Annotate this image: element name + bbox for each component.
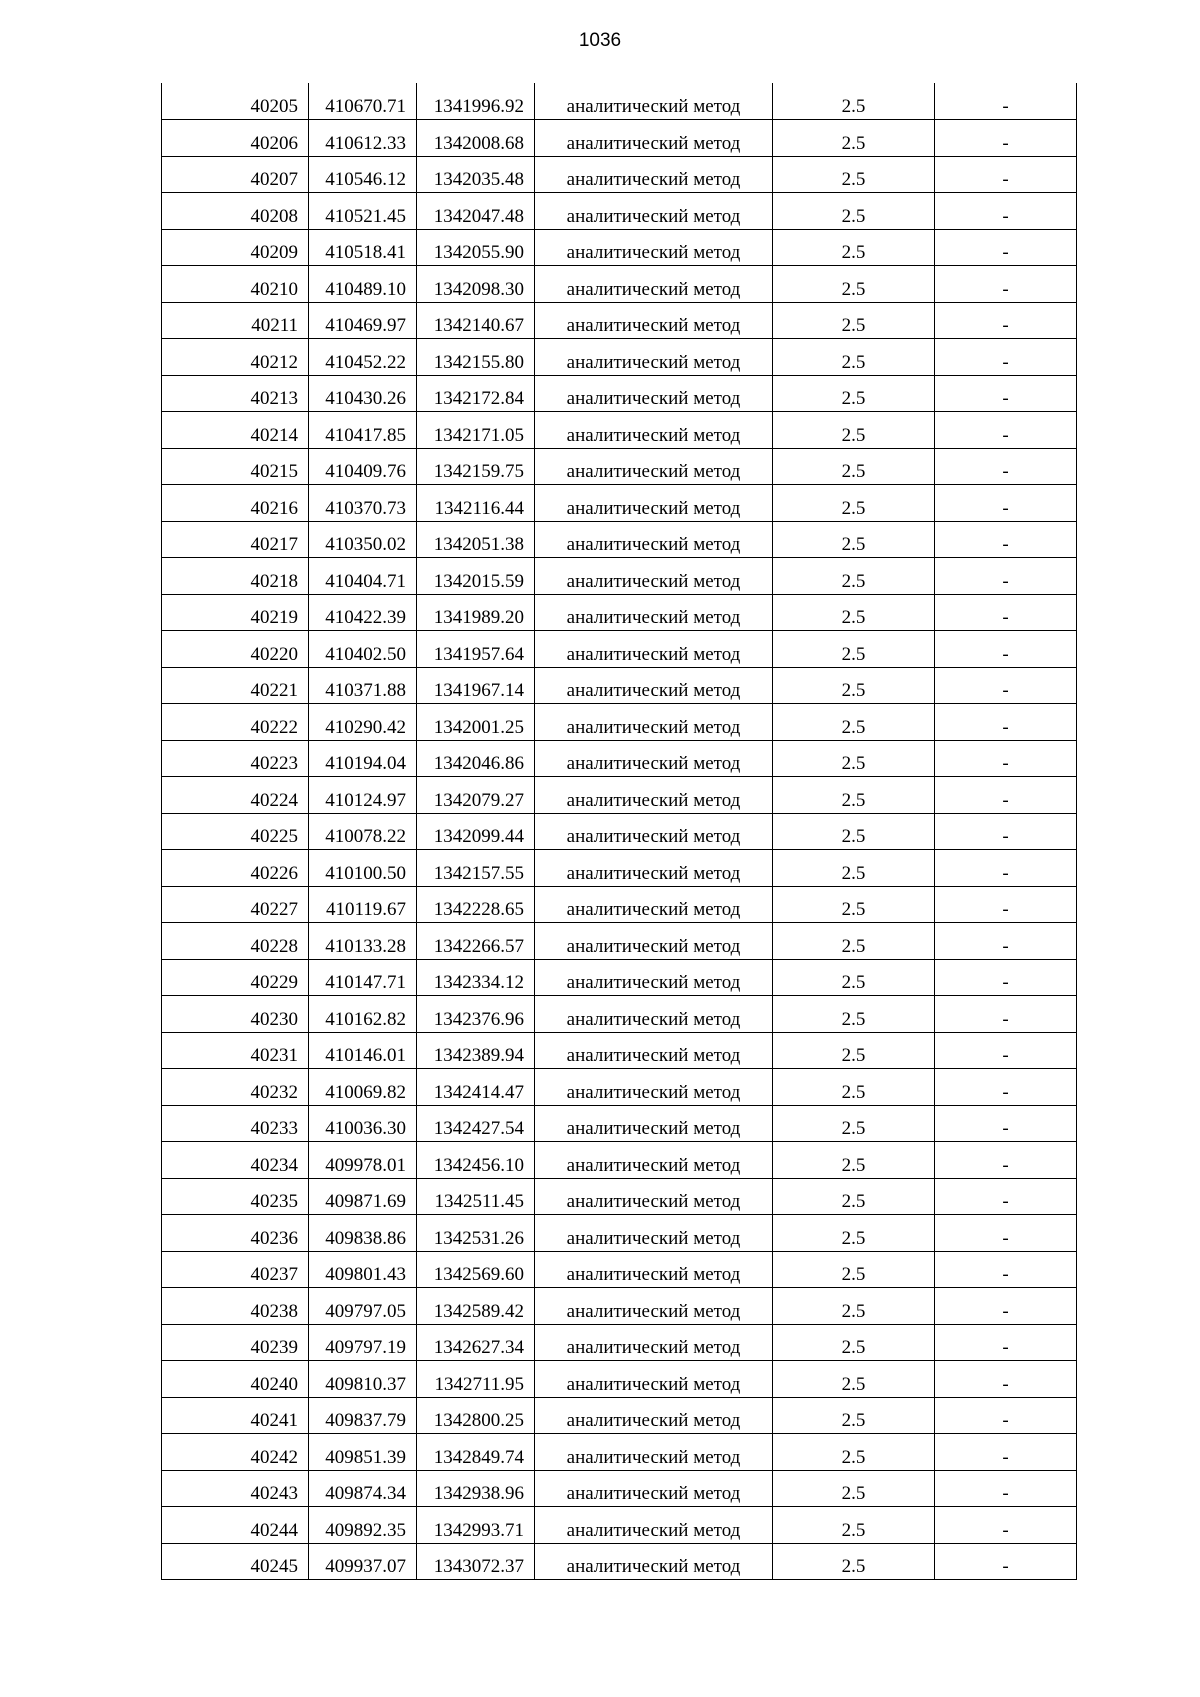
- note-cell: -: [935, 412, 1077, 449]
- note-cell: -: [935, 266, 1077, 303]
- method-cell: аналитический метод: [535, 120, 773, 157]
- table-row: [162, 1470, 1077, 1507]
- point-number-cell: 40206: [162, 120, 309, 157]
- coordinates-table-body: [162, 83, 1077, 1580]
- method-cell: аналитический метод: [535, 83, 773, 120]
- accuracy-cell: 2.5: [773, 156, 935, 193]
- x-coordinate-cell: 410521.45: [309, 193, 417, 230]
- method-cell: аналитический метод: [535, 667, 773, 704]
- method-cell: аналитический метод: [535, 1434, 773, 1471]
- table-row: [162, 1215, 1077, 1252]
- x-coordinate-cell: 409810.37: [309, 1361, 417, 1398]
- x-coordinate-cell: 409838.86: [309, 1215, 417, 1252]
- table-row: [162, 1178, 1077, 1215]
- table-row: [162, 521, 1077, 558]
- method-cell: аналитический метод: [535, 594, 773, 631]
- method-cell: аналитический метод: [535, 485, 773, 522]
- note-cell: -: [935, 594, 1077, 631]
- x-coordinate-cell: 410370.73: [309, 485, 417, 522]
- point-number-cell: 40243: [162, 1470, 309, 1507]
- note-cell: -: [935, 996, 1077, 1033]
- method-cell: аналитический метод: [535, 886, 773, 923]
- note-cell: -: [935, 1069, 1077, 1106]
- note-cell: -: [935, 1142, 1077, 1179]
- point-number-cell: 40238: [162, 1288, 309, 1325]
- table-row: [162, 667, 1077, 704]
- point-number-cell: 40228: [162, 923, 309, 960]
- accuracy-cell: 2.5: [773, 1361, 935, 1398]
- note-cell: -: [935, 229, 1077, 266]
- accuracy-cell: 2.5: [773, 1178, 935, 1215]
- y-coordinate-cell: 1342140.67: [417, 302, 535, 339]
- point-number-cell: 40231: [162, 1032, 309, 1069]
- note-cell: -: [935, 193, 1077, 230]
- point-number-cell: 40221: [162, 667, 309, 704]
- note-cell: -: [935, 1215, 1077, 1252]
- accuracy-cell: 2.5: [773, 229, 935, 266]
- note-cell: -: [935, 1397, 1077, 1434]
- y-coordinate-cell: 1342376.96: [417, 996, 535, 1033]
- x-coordinate-cell: 410162.82: [309, 996, 417, 1033]
- accuracy-cell: 2.5: [773, 1507, 935, 1544]
- method-cell: аналитический метод: [535, 959, 773, 996]
- y-coordinate-cell: 1342938.96: [417, 1470, 535, 1507]
- accuracy-cell: 2.5: [773, 1470, 935, 1507]
- x-coordinate-cell: 410194.04: [309, 740, 417, 777]
- table-row: [162, 740, 1077, 777]
- accuracy-cell: 2.5: [773, 886, 935, 923]
- y-coordinate-cell: 1342035.48: [417, 156, 535, 193]
- y-coordinate-cell: 1342055.90: [417, 229, 535, 266]
- x-coordinate-cell: 410290.42: [309, 704, 417, 741]
- y-coordinate-cell: 1342098.30: [417, 266, 535, 303]
- x-coordinate-cell: 410612.33: [309, 120, 417, 157]
- method-cell: аналитический метод: [535, 193, 773, 230]
- table-row: [162, 1251, 1077, 1288]
- y-coordinate-cell: 1342414.47: [417, 1069, 535, 1106]
- note-cell: -: [935, 777, 1077, 814]
- x-coordinate-cell: 410146.01: [309, 1032, 417, 1069]
- table-row: [162, 704, 1077, 741]
- method-cell: аналитический метод: [535, 813, 773, 850]
- method-cell: аналитический метод: [535, 1105, 773, 1142]
- table-row: [162, 1288, 1077, 1325]
- x-coordinate-cell: 410371.88: [309, 667, 417, 704]
- accuracy-cell: 2.5: [773, 120, 935, 157]
- point-number-cell: 40219: [162, 594, 309, 631]
- y-coordinate-cell: 1342015.59: [417, 558, 535, 595]
- y-coordinate-cell: 1342228.65: [417, 886, 535, 923]
- x-coordinate-cell: 410124.97: [309, 777, 417, 814]
- y-coordinate-cell: 1342001.25: [417, 704, 535, 741]
- method-cell: аналитический метод: [535, 704, 773, 741]
- table-row: [162, 886, 1077, 923]
- note-cell: -: [935, 740, 1077, 777]
- point-number-cell: 40242: [162, 1434, 309, 1471]
- accuracy-cell: 2.5: [773, 813, 935, 850]
- note-cell: -: [935, 448, 1077, 485]
- table-row: [162, 813, 1077, 850]
- note-cell: -: [935, 521, 1077, 558]
- method-cell: аналитический метод: [535, 1543, 773, 1580]
- table-row: [162, 1105, 1077, 1142]
- accuracy-cell: 2.5: [773, 631, 935, 668]
- accuracy-cell: 2.5: [773, 448, 935, 485]
- method-cell: аналитический метод: [535, 521, 773, 558]
- note-cell: -: [935, 1032, 1077, 1069]
- y-coordinate-cell: 1342427.54: [417, 1105, 535, 1142]
- x-coordinate-cell: 409837.79: [309, 1397, 417, 1434]
- point-number-cell: 40239: [162, 1324, 309, 1361]
- accuracy-cell: 2.5: [773, 1251, 935, 1288]
- x-coordinate-cell: 410670.71: [309, 83, 417, 120]
- note-cell: -: [935, 339, 1077, 376]
- accuracy-cell: 2.5: [773, 485, 935, 522]
- table-row: [162, 375, 1077, 412]
- point-number-cell: 40211: [162, 302, 309, 339]
- note-cell: -: [935, 631, 1077, 668]
- x-coordinate-cell: 409851.39: [309, 1434, 417, 1471]
- y-coordinate-cell: 1342266.57: [417, 923, 535, 960]
- y-coordinate-cell: 1342172.84: [417, 375, 535, 412]
- y-coordinate-cell: 1342589.42: [417, 1288, 535, 1325]
- note-cell: -: [935, 1361, 1077, 1398]
- x-coordinate-cell: 410133.28: [309, 923, 417, 960]
- y-coordinate-cell: 1342116.44: [417, 485, 535, 522]
- table-row: [162, 850, 1077, 887]
- accuracy-cell: 2.5: [773, 375, 935, 412]
- method-cell: аналитический метод: [535, 1215, 773, 1252]
- accuracy-cell: 2.5: [773, 850, 935, 887]
- x-coordinate-cell: 410069.82: [309, 1069, 417, 1106]
- table-row: [162, 996, 1077, 1033]
- note-cell: -: [935, 1324, 1077, 1361]
- accuracy-cell: 2.5: [773, 1142, 935, 1179]
- accuracy-cell: 2.5: [773, 594, 935, 631]
- method-cell: аналитический метод: [535, 850, 773, 887]
- point-number-cell: 40215: [162, 448, 309, 485]
- x-coordinate-cell: 409874.34: [309, 1470, 417, 1507]
- note-cell: -: [935, 558, 1077, 595]
- method-cell: аналитический метод: [535, 1032, 773, 1069]
- note-cell: -: [935, 83, 1077, 120]
- x-coordinate-cell: 410469.97: [309, 302, 417, 339]
- table-row: [162, 594, 1077, 631]
- y-coordinate-cell: 1342800.25: [417, 1397, 535, 1434]
- accuracy-cell: 2.5: [773, 1397, 935, 1434]
- method-cell: аналитический метод: [535, 375, 773, 412]
- table-row: [162, 1032, 1077, 1069]
- method-cell: аналитический метод: [535, 777, 773, 814]
- table-row: [162, 120, 1077, 157]
- accuracy-cell: 2.5: [773, 1434, 935, 1471]
- accuracy-cell: 2.5: [773, 521, 935, 558]
- note-cell: -: [935, 1543, 1077, 1580]
- accuracy-cell: 2.5: [773, 1543, 935, 1580]
- note-cell: -: [935, 959, 1077, 996]
- accuracy-cell: 2.5: [773, 667, 935, 704]
- method-cell: аналитический метод: [535, 1397, 773, 1434]
- x-coordinate-cell: 410119.67: [309, 886, 417, 923]
- y-coordinate-cell: 1342569.60: [417, 1251, 535, 1288]
- y-coordinate-cell: 1341996.92: [417, 83, 535, 120]
- note-cell: -: [935, 1470, 1077, 1507]
- accuracy-cell: 2.5: [773, 1032, 935, 1069]
- table-row: [162, 485, 1077, 522]
- note-cell: -: [935, 704, 1077, 741]
- y-coordinate-cell: 1342046.86: [417, 740, 535, 777]
- point-number-cell: 40233: [162, 1105, 309, 1142]
- method-cell: аналитический метод: [535, 156, 773, 193]
- point-number-cell: 40217: [162, 521, 309, 558]
- coordinates-table: [161, 83, 1077, 1580]
- x-coordinate-cell: 409797.19: [309, 1324, 417, 1361]
- point-number-cell: 40240: [162, 1361, 309, 1398]
- note-cell: -: [935, 485, 1077, 522]
- x-coordinate-cell: 410350.02: [309, 521, 417, 558]
- y-coordinate-cell: 1342051.38: [417, 521, 535, 558]
- y-coordinate-cell: 1342008.68: [417, 120, 535, 157]
- note-cell: -: [935, 923, 1077, 960]
- x-coordinate-cell: 410452.22: [309, 339, 417, 376]
- page-number: 1036: [578, 30, 622, 51]
- table-row: [162, 339, 1077, 376]
- method-cell: аналитический метод: [535, 996, 773, 1033]
- table-row: [162, 1543, 1077, 1580]
- accuracy-cell: 2.5: [773, 193, 935, 230]
- point-number-cell: 40230: [162, 996, 309, 1033]
- y-coordinate-cell: 1342511.45: [417, 1178, 535, 1215]
- method-cell: аналитический метод: [535, 302, 773, 339]
- y-coordinate-cell: 1341967.14: [417, 667, 535, 704]
- point-number-cell: 40209: [162, 229, 309, 266]
- accuracy-cell: 2.5: [773, 558, 935, 595]
- point-number-cell: 40212: [162, 339, 309, 376]
- table-row: [162, 923, 1077, 960]
- method-cell: аналитический метод: [535, 1288, 773, 1325]
- point-number-cell: 40210: [162, 266, 309, 303]
- table-row: [162, 1507, 1077, 1544]
- method-cell: аналитический метод: [535, 740, 773, 777]
- note-cell: -: [935, 1251, 1077, 1288]
- y-coordinate-cell: 1342389.94: [417, 1032, 535, 1069]
- accuracy-cell: 2.5: [773, 704, 935, 741]
- point-number-cell: 40229: [162, 959, 309, 996]
- method-cell: аналитический метод: [535, 631, 773, 668]
- accuracy-cell: 2.5: [773, 1069, 935, 1106]
- table-row: [162, 83, 1077, 120]
- point-number-cell: 40208: [162, 193, 309, 230]
- x-coordinate-cell: 410147.71: [309, 959, 417, 996]
- x-coordinate-cell: 410417.85: [309, 412, 417, 449]
- point-number-cell: 40241: [162, 1397, 309, 1434]
- note-cell: -: [935, 375, 1077, 412]
- point-number-cell: 40244: [162, 1507, 309, 1544]
- y-coordinate-cell: 1341989.20: [417, 594, 535, 631]
- note-cell: -: [935, 850, 1077, 887]
- y-coordinate-cell: 1343072.37: [417, 1543, 535, 1580]
- note-cell: -: [935, 1105, 1077, 1142]
- note-cell: -: [935, 302, 1077, 339]
- method-cell: аналитический метод: [535, 229, 773, 266]
- table-row: [162, 1324, 1077, 1361]
- method-cell: аналитический метод: [535, 923, 773, 960]
- x-coordinate-cell: 409871.69: [309, 1178, 417, 1215]
- method-cell: аналитический метод: [535, 1361, 773, 1398]
- method-cell: аналитический метод: [535, 1142, 773, 1179]
- y-coordinate-cell: 1342849.74: [417, 1434, 535, 1471]
- y-coordinate-cell: 1342159.75: [417, 448, 535, 485]
- table-row: [162, 1142, 1077, 1179]
- point-number-cell: 40214: [162, 412, 309, 449]
- table-row: [162, 448, 1077, 485]
- point-number-cell: 40226: [162, 850, 309, 887]
- table-row: [162, 229, 1077, 266]
- y-coordinate-cell: 1342711.95: [417, 1361, 535, 1398]
- x-coordinate-cell: 410489.10: [309, 266, 417, 303]
- method-cell: аналитический метод: [535, 1069, 773, 1106]
- x-coordinate-cell: 410422.39: [309, 594, 417, 631]
- x-coordinate-cell: 410404.71: [309, 558, 417, 595]
- point-number-cell: 40224: [162, 777, 309, 814]
- note-cell: -: [935, 886, 1077, 923]
- y-coordinate-cell: 1342993.71: [417, 1507, 535, 1544]
- x-coordinate-cell: 410518.41: [309, 229, 417, 266]
- accuracy-cell: 2.5: [773, 1105, 935, 1142]
- x-coordinate-cell: 410100.50: [309, 850, 417, 887]
- method-cell: аналитический метод: [535, 1324, 773, 1361]
- x-coordinate-cell: 410078.22: [309, 813, 417, 850]
- table-row: [162, 412, 1077, 449]
- method-cell: аналитический метод: [535, 558, 773, 595]
- method-cell: аналитический метод: [535, 266, 773, 303]
- x-coordinate-cell: 409937.07: [309, 1543, 417, 1580]
- point-number-cell: 40227: [162, 886, 309, 923]
- y-coordinate-cell: 1342099.44: [417, 813, 535, 850]
- x-coordinate-cell: 410430.26: [309, 375, 417, 412]
- accuracy-cell: 2.5: [773, 339, 935, 376]
- accuracy-cell: 2.5: [773, 412, 935, 449]
- x-coordinate-cell: 410402.50: [309, 631, 417, 668]
- table-row: [162, 558, 1077, 595]
- note-cell: -: [935, 1288, 1077, 1325]
- accuracy-cell: 2.5: [773, 996, 935, 1033]
- point-number-cell: 40232: [162, 1069, 309, 1106]
- accuracy-cell: 2.5: [773, 83, 935, 120]
- note-cell: -: [935, 1434, 1077, 1471]
- point-number-cell: 40245: [162, 1543, 309, 1580]
- accuracy-cell: 2.5: [773, 302, 935, 339]
- table-row: [162, 1434, 1077, 1471]
- accuracy-cell: 2.5: [773, 1215, 935, 1252]
- table-row: [162, 156, 1077, 193]
- x-coordinate-cell: 409978.01: [309, 1142, 417, 1179]
- y-coordinate-cell: 1342171.05: [417, 412, 535, 449]
- table-row: [162, 631, 1077, 668]
- point-number-cell: 40218: [162, 558, 309, 595]
- point-number-cell: 40207: [162, 156, 309, 193]
- note-cell: -: [935, 813, 1077, 850]
- method-cell: аналитический метод: [535, 1251, 773, 1288]
- table-row: [162, 302, 1077, 339]
- method-cell: аналитический метод: [535, 1507, 773, 1544]
- point-number-cell: 40213: [162, 375, 309, 412]
- point-number-cell: 40236: [162, 1215, 309, 1252]
- note-cell: -: [935, 667, 1077, 704]
- point-number-cell: 40234: [162, 1142, 309, 1179]
- table-row: [162, 1069, 1077, 1106]
- method-cell: аналитический метод: [535, 1470, 773, 1507]
- point-number-cell: 40223: [162, 740, 309, 777]
- method-cell: аналитический метод: [535, 1178, 773, 1215]
- x-coordinate-cell: 409797.05: [309, 1288, 417, 1325]
- y-coordinate-cell: 1341957.64: [417, 631, 535, 668]
- accuracy-cell: 2.5: [773, 959, 935, 996]
- accuracy-cell: 2.5: [773, 1288, 935, 1325]
- method-cell: аналитический метод: [535, 412, 773, 449]
- point-number-cell: 40205: [162, 83, 309, 120]
- accuracy-cell: 2.5: [773, 777, 935, 814]
- y-coordinate-cell: 1342047.48: [417, 193, 535, 230]
- point-number-cell: 40225: [162, 813, 309, 850]
- y-coordinate-cell: 1342531.26: [417, 1215, 535, 1252]
- y-coordinate-cell: 1342627.34: [417, 1324, 535, 1361]
- point-number-cell: 40237: [162, 1251, 309, 1288]
- x-coordinate-cell: 410036.30: [309, 1105, 417, 1142]
- table-row: [162, 266, 1077, 303]
- accuracy-cell: 2.5: [773, 266, 935, 303]
- point-number-cell: 40222: [162, 704, 309, 741]
- note-cell: -: [935, 1178, 1077, 1215]
- x-coordinate-cell: 409892.35: [309, 1507, 417, 1544]
- point-number-cell: 40235: [162, 1178, 309, 1215]
- table-row: [162, 959, 1077, 996]
- note-cell: -: [935, 156, 1077, 193]
- y-coordinate-cell: 1342155.80: [417, 339, 535, 376]
- method-cell: аналитический метод: [535, 339, 773, 376]
- y-coordinate-cell: 1342334.12: [417, 959, 535, 996]
- x-coordinate-cell: 410409.76: [309, 448, 417, 485]
- accuracy-cell: 2.5: [773, 1324, 935, 1361]
- y-coordinate-cell: 1342079.27: [417, 777, 535, 814]
- x-coordinate-cell: 409801.43: [309, 1251, 417, 1288]
- y-coordinate-cell: 1342456.10: [417, 1142, 535, 1179]
- note-cell: -: [935, 120, 1077, 157]
- table-row: [162, 777, 1077, 814]
- note-cell: -: [935, 1507, 1077, 1544]
- accuracy-cell: 2.5: [773, 923, 935, 960]
- table-row: [162, 1397, 1077, 1434]
- method-cell: аналитический метод: [535, 448, 773, 485]
- table-row: [162, 193, 1077, 230]
- table-row: [162, 1361, 1077, 1398]
- point-number-cell: 40220: [162, 631, 309, 668]
- point-number-cell: 40216: [162, 485, 309, 522]
- x-coordinate-cell: 410546.12: [309, 156, 417, 193]
- y-coordinate-cell: 1342157.55: [417, 850, 535, 887]
- accuracy-cell: 2.5: [773, 740, 935, 777]
